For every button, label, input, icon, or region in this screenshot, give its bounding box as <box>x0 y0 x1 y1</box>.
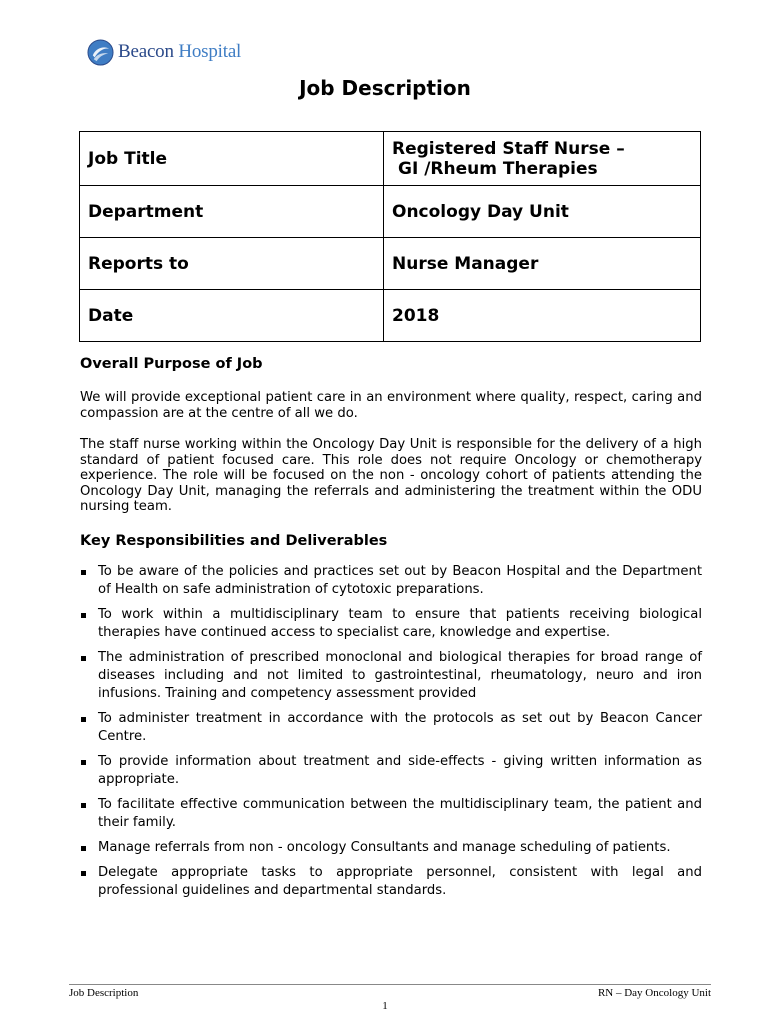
bullet-icon <box>81 760 86 765</box>
list-item: Manage referrals from non - oncology Consultants and manage scheduling of patients. <box>80 839 702 857</box>
job-title-label: Job Title <box>80 132 384 186</box>
bullet-icon <box>81 613 86 618</box>
footer-divider <box>69 984 711 985</box>
bullet-icon <box>81 717 86 722</box>
job-info-table <box>79 131 701 342</box>
table-row <box>80 186 701 238</box>
beacon-logo-icon <box>87 39 114 66</box>
list-item: To administer treatment in accordance with the protocols as set out by Beacon Cancer Centre. <box>80 710 702 746</box>
bullet-icon <box>81 656 86 661</box>
purpose-heading: Overall Purpose of Job <box>80 356 263 372</box>
purpose-paragraph-2: The staff nurse working within the Oncology Day Unit is responsible for the delivery of a high standard of patient focused care. This role does not require Oncology or chemotherapy experience. The role will be focused on the non - oncology cohort of patients attending the Oncology Day Unit, managing the referrals and administering the treatment within the ODU nursing team. <box>80 437 702 515</box>
responsibilities-heading: Key Responsibilities and Deliverables <box>80 533 388 549</box>
bullet-icon <box>81 871 86 876</box>
date-label: Date <box>80 290 384 342</box>
list-item: The administration of prescribed monoclonal and biological therapies for broad range of diseases including and not limited to gastrointestinal, rheumatology, neuro and iron infusions. Training and competency assessment provided <box>80 649 702 703</box>
job-title-value: Registered Staff Nurse – GI /Rheum Therapies <box>384 132 701 186</box>
list-item: To work within a multidisciplinary team to ensure that patients receiving biological therapies have continued access to specialist care, knowledge and expertise. <box>80 606 702 642</box>
footer-left: Job Description <box>69 987 139 999</box>
bullet-icon <box>81 803 86 808</box>
page-title: Job Description <box>299 76 471 100</box>
list-item: To be aware of the policies and practices set out by Beacon Hospital and the Department of Health on safe administration of cytotoxic preparations. <box>80 563 702 599</box>
department-label: Department <box>80 186 384 238</box>
page-number: 1 <box>382 1000 388 1012</box>
purpose-paragraph-1: We will provide exceptional patient care in an environment where quality, respect, caring and compassion are at the centre of all we do. <box>80 390 702 421</box>
footer-right: RN – Day Oncology Unit <box>597 987 711 999</box>
date-value: 2018 <box>384 290 701 342</box>
reports-to-label: Reports to <box>80 238 384 290</box>
list-item: To provide information about treatment and side-effects - giving written information as appropriate. <box>80 753 702 789</box>
responsibilities-list <box>80 563 702 907</box>
bullet-icon <box>81 570 86 575</box>
hospital-logo <box>87 38 241 66</box>
table-row <box>80 290 701 342</box>
table-row <box>80 238 701 290</box>
table-row <box>80 132 701 186</box>
list-item: Delegate appropriate tasks to appropriate personnel, consistent with legal and professional guidelines and departmental standards. <box>80 864 702 900</box>
logo-text: Beacon Hospital <box>118 41 242 62</box>
department-value: Oncology Day Unit <box>384 186 701 238</box>
bullet-icon <box>81 846 86 851</box>
list-item: To facilitate effective communication between the multidisciplinary team, the patient and their family. <box>80 796 702 832</box>
reports-to-value: Nurse Manager <box>384 238 701 290</box>
